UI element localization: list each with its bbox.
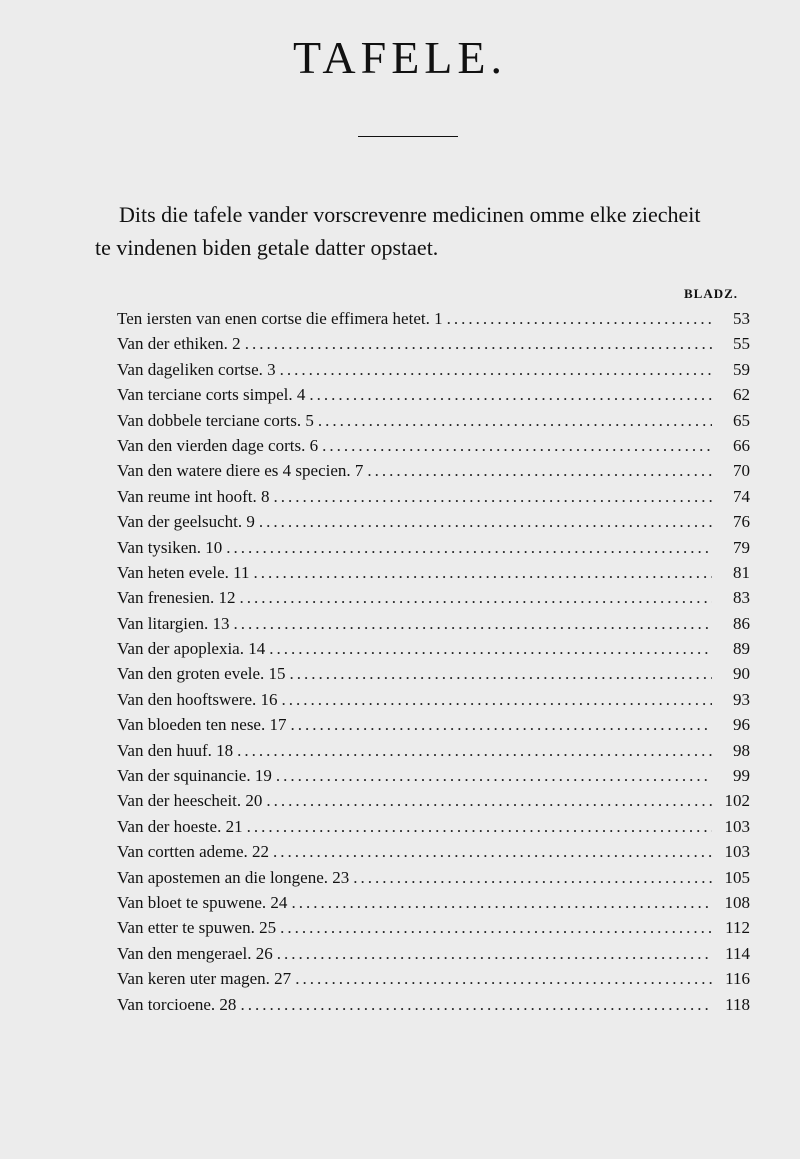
- toc-entry-page-number: 65: [733, 410, 750, 430]
- toc-entry-page-number: 76: [733, 512, 750, 532]
- toc-entry: [117, 433, 750, 458]
- toc-entry-title: Van terciane corts simpel. 4: [117, 385, 306, 405]
- toc-entry: [117, 788, 750, 813]
- dot-leader: [247, 814, 712, 839]
- dot-leader: [245, 331, 712, 356]
- toc-entry: [117, 306, 750, 331]
- dot-leader: [353, 865, 712, 890]
- toc-entry-page-number: 90: [733, 664, 750, 684]
- toc-entry: [117, 814, 750, 839]
- toc-entry-title: Van den watere diere es 4 specien. 7: [117, 461, 364, 481]
- toc-entry-title: Van keren uter magen. 27: [117, 969, 292, 989]
- toc-entry-title: Van den huuf. 18: [117, 740, 234, 760]
- dot-leader: [277, 941, 712, 966]
- toc-entry: [117, 458, 750, 483]
- toc-entry: [117, 865, 750, 890]
- toc-entry-page-number: 93: [733, 689, 750, 709]
- toc-entry-title: Van tysiken. 10: [117, 537, 223, 557]
- dot-leader: [290, 661, 712, 686]
- toc-entry-title: Van dageliken cortse. 3: [117, 359, 276, 379]
- toc-entry-page-number: 55: [733, 334, 750, 354]
- toc-entry-page-number: 105: [724, 867, 750, 887]
- toc-entry-title: Van bloet te spuwene. 24: [117, 892, 288, 912]
- toc-entry: [117, 484, 750, 509]
- toc-entry: [117, 941, 750, 966]
- toc-entry-page-number: 118: [725, 994, 750, 1014]
- toc-entry-title: Van den groten evele. 15: [117, 664, 286, 684]
- toc-entry-page-number: 83: [733, 588, 750, 608]
- dot-leader: [309, 382, 712, 407]
- toc-entry-title: Van litargien. 13: [117, 613, 230, 633]
- toc-entry-title: Van bloeden ten nese. 17: [117, 715, 287, 735]
- toc-entry: [117, 661, 750, 686]
- toc-entry-page-number: 62: [733, 385, 750, 405]
- toc-entry: [117, 839, 750, 864]
- toc-entry: [117, 738, 750, 763]
- toc-entry: [117, 585, 750, 610]
- toc-entry: [117, 890, 750, 915]
- dot-leader: [226, 535, 712, 560]
- table-of-contents: [117, 306, 750, 1017]
- dot-leader: [290, 712, 712, 737]
- intro-line-1: Dits die tafele vander vorscrevenre medicinen omme elke ziecheit: [119, 202, 701, 227]
- toc-entry-page-number: 114: [725, 943, 750, 963]
- toc-entry-page-number: 59: [733, 359, 750, 379]
- toc-entry-page-number: 103: [724, 816, 750, 836]
- toc-entry-title: Van torcioene. 28: [117, 994, 237, 1014]
- toc-entry-page-number: 89: [733, 639, 750, 659]
- dot-leader: [253, 560, 712, 585]
- dot-leader: [240, 992, 712, 1017]
- toc-entry-title: Van der apoplexia. 14: [117, 639, 266, 659]
- dot-leader: [274, 484, 713, 509]
- toc-entry: [117, 915, 750, 940]
- page-column-header: BLADZ.: [684, 286, 739, 301]
- toc-entry-title: Van frenesien. 12: [117, 588, 236, 608]
- toc-entry-title: Van apostemen an die longene. 23: [117, 867, 350, 887]
- toc-entry-page-number: 108: [724, 892, 750, 912]
- toc-entry-page-number: 112: [725, 918, 750, 938]
- toc-entry-page-number: 53: [733, 309, 750, 328]
- toc-entry-page-number: 102: [724, 791, 750, 811]
- toc-entry-title: Van den mengerael. 26: [117, 943, 273, 963]
- toc-entry-page-number: 74: [733, 486, 750, 506]
- dot-leader: [259, 509, 712, 534]
- dot-leader: [322, 433, 712, 458]
- toc-entry-page-number: 98: [733, 740, 750, 760]
- toc-entry-title: Ten iersten van enen cortse die effimera hetet. 1: [117, 309, 443, 328]
- toc-entry: [117, 992, 750, 1017]
- dot-leader: [447, 306, 712, 331]
- toc-entry-page-number: 81: [733, 562, 750, 582]
- dot-leader: [280, 915, 712, 940]
- toc-entry-title: Van den hooftswere. 16: [117, 689, 278, 709]
- dot-leader: [318, 408, 712, 433]
- dot-leader: [234, 611, 712, 636]
- toc-entry: [117, 560, 750, 585]
- toc-entry-page-number: 86: [733, 613, 750, 633]
- toc-entry: [117, 966, 750, 991]
- toc-entry: [117, 535, 750, 560]
- toc-entry-title: Van heten evele. 11: [117, 562, 250, 582]
- dot-leader: [282, 687, 712, 712]
- toc-entry-title: Van dobbele terciane corts. 5: [117, 410, 314, 430]
- toc-entry: [117, 331, 750, 356]
- toc-entry: [117, 509, 750, 534]
- toc-entry-page-number: 70: [733, 461, 750, 481]
- toc-entry-page-number: 66: [733, 435, 750, 455]
- toc-entry-title: Van reume int hooft. 8: [117, 486, 270, 506]
- toc-entry: [117, 712, 750, 737]
- toc-entry: [117, 763, 750, 788]
- toc-entry-page-number: 96: [733, 715, 750, 735]
- toc-entry-title: Van etter te spuwen. 25: [117, 918, 277, 938]
- toc-entry-page-number: 79: [733, 537, 750, 557]
- dot-leader: [269, 636, 712, 661]
- toc-entry-title: Van den vierden dage corts. 6: [117, 435, 319, 455]
- toc-entry: [117, 687, 750, 712]
- toc-entry: [117, 636, 750, 661]
- intro-line-2: te vindenen biden getale datter opstaet.: [95, 235, 439, 260]
- dot-leader: [367, 458, 712, 483]
- toc-entry-title: Van der squinancie. 19: [117, 766, 272, 786]
- intro-paragraph: [95, 198, 760, 264]
- toc-entry-title: Van der geelsucht. 9: [117, 512, 255, 532]
- toc-entry-title: Van cortten ademe. 22: [117, 842, 269, 862]
- toc-entry: [117, 382, 750, 407]
- toc-entry-page-number: 103: [724, 842, 750, 862]
- dot-leader: [266, 788, 712, 813]
- toc-entry: [117, 408, 750, 433]
- dot-leader: [276, 763, 712, 788]
- dot-leader: [291, 890, 712, 915]
- page-title: TAFELE.: [292, 32, 507, 83]
- dot-leader: [237, 738, 712, 763]
- toc-entry-title: Van der ethiken. 2: [117, 334, 241, 354]
- toc-entry-page-number: 116: [725, 969, 750, 989]
- toc-entry: [117, 611, 750, 636]
- toc-entry-title: Van der hoeste. 21: [117, 816, 243, 836]
- toc-entry-page-number: 99: [733, 766, 750, 786]
- dot-leader: [295, 966, 712, 991]
- dot-leader: [273, 839, 712, 864]
- dot-leader: [280, 357, 712, 382]
- title-rule: [358, 136, 458, 137]
- toc-entry: [117, 357, 750, 382]
- toc-entry-title: Van der heescheit. 20: [117, 791, 263, 811]
- dot-leader: [240, 585, 713, 610]
